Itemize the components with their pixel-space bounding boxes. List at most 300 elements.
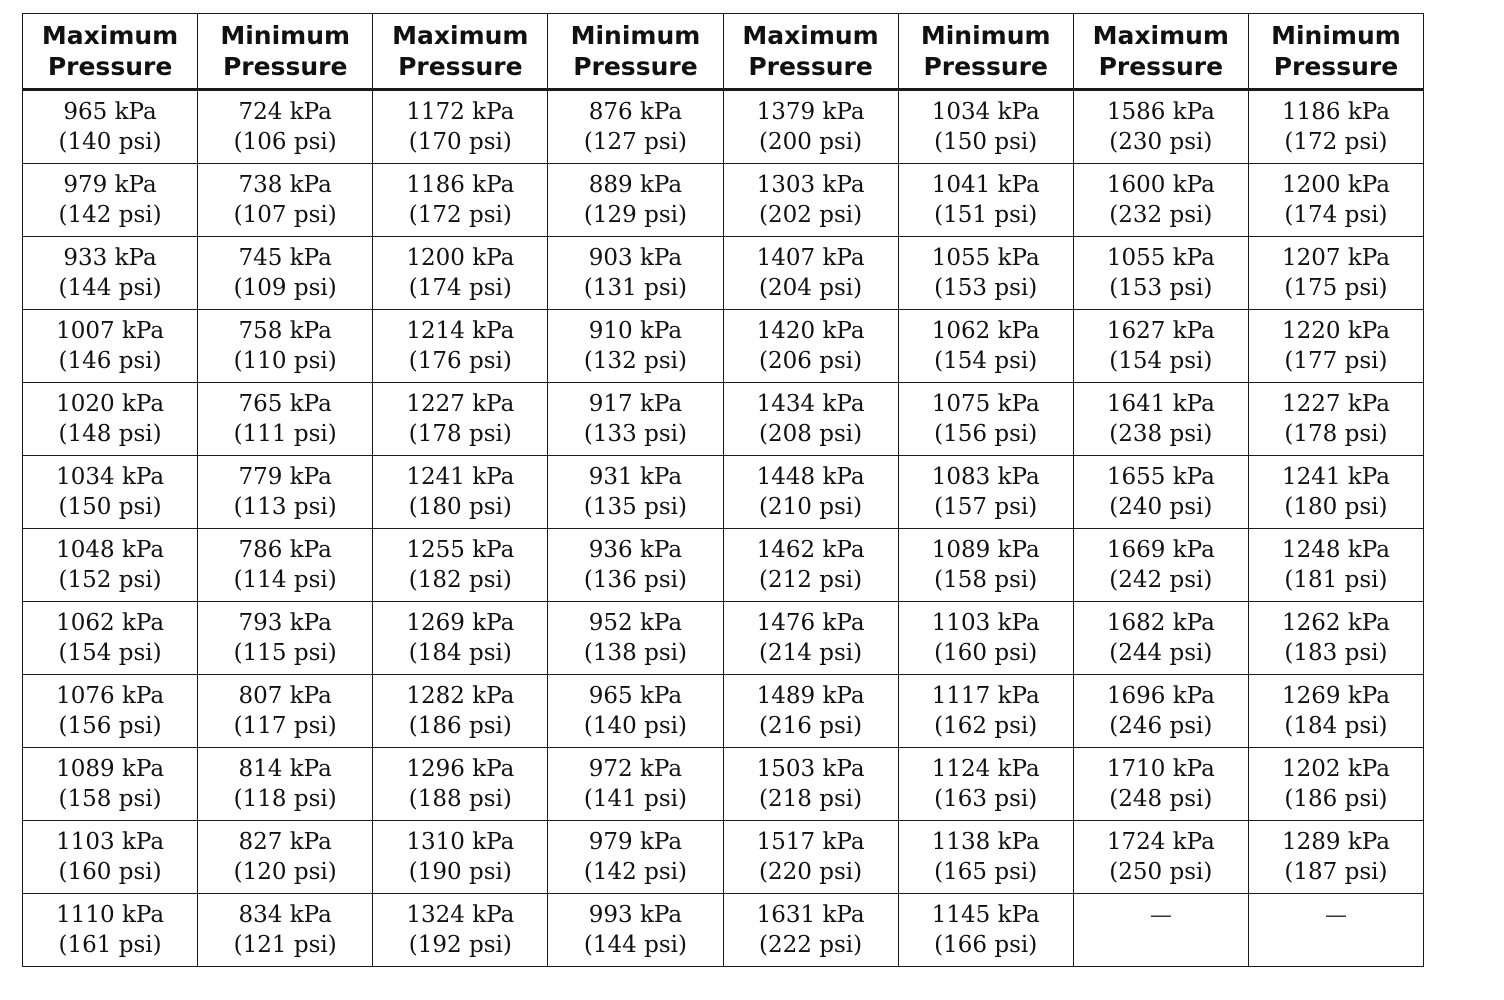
table-row bbox=[23, 90, 1424, 164]
pressure-kpa: 965 kPa bbox=[63, 99, 157, 125]
pressure-kpa: 765 kPa bbox=[238, 391, 332, 417]
pressure-kpa: 889 kPa bbox=[588, 172, 683, 198]
table-cell bbox=[23, 90, 198, 164]
pressure-psi: (154 psi) bbox=[934, 348, 1038, 374]
column-header bbox=[1248, 14, 1423, 90]
table-cell bbox=[898, 310, 1073, 383]
table-cell bbox=[723, 675, 898, 748]
table-cell bbox=[723, 310, 898, 383]
pressure-psi: (144 psi) bbox=[58, 275, 162, 301]
table-cell bbox=[898, 164, 1073, 237]
table-cell bbox=[373, 821, 548, 894]
table-cell bbox=[198, 748, 373, 821]
pressure-psi: (246 psi) bbox=[1109, 713, 1213, 739]
column-header bbox=[373, 14, 548, 90]
table-cell bbox=[723, 456, 898, 529]
pressure-kpa: 758 kPa bbox=[238, 318, 332, 344]
pressure-kpa: 1586 kPa bbox=[1106, 99, 1215, 125]
table-cell bbox=[1248, 383, 1423, 456]
pressure-kpa: 786 kPa bbox=[238, 537, 332, 563]
pressure-kpa: 1145 kPa bbox=[931, 902, 1040, 928]
pressure-kpa: 1269 kPa bbox=[1281, 683, 1390, 709]
pressure-psi: (158 psi) bbox=[58, 786, 162, 812]
pressure-psi: (142 psi) bbox=[583, 859, 687, 885]
table-cell bbox=[198, 310, 373, 383]
table-cell bbox=[1248, 90, 1423, 164]
column-header-type: Minimum bbox=[220, 21, 351, 50]
table-cell bbox=[1073, 90, 1248, 164]
column-header-type: Minimum bbox=[1271, 21, 1401, 50]
table-cell bbox=[1073, 675, 1248, 748]
table-cell bbox=[373, 602, 548, 675]
pressure-kpa: 1407 kPa bbox=[756, 245, 865, 271]
pressure-kpa: 1089 kPa bbox=[931, 537, 1040, 563]
pressure-psi: (154 psi) bbox=[1109, 348, 1213, 374]
table-cell bbox=[548, 383, 723, 456]
pressure-psi: (127 psi) bbox=[583, 129, 687, 155]
pressure-psi: (174 psi) bbox=[1284, 202, 1388, 228]
table-cell bbox=[1248, 602, 1423, 675]
pressure-psi: (190 psi) bbox=[408, 859, 512, 885]
table-cell bbox=[723, 383, 898, 456]
pressure-psi: (177 psi) bbox=[1284, 348, 1388, 374]
pressure-kpa: 1220 kPa bbox=[1281, 318, 1390, 344]
pressure-kpa: 814 kPa bbox=[238, 756, 332, 782]
table-cell bbox=[373, 383, 548, 456]
pressure-psi: (174 psi) bbox=[408, 275, 512, 301]
pressure-sheet bbox=[22, 13, 1424, 967]
pressure-kpa: 1083 kPa bbox=[931, 464, 1040, 490]
table-cell bbox=[23, 237, 198, 310]
table-cell bbox=[1248, 529, 1423, 602]
pressure-kpa: 952 kPa bbox=[588, 610, 683, 636]
pressure-psi: (216 psi) bbox=[759, 713, 863, 739]
pressure-psi: (172 psi) bbox=[408, 202, 512, 228]
pressure-psi: (178 psi) bbox=[408, 421, 512, 447]
pressure-psi: (160 psi) bbox=[934, 640, 1038, 666]
table-cell bbox=[198, 90, 373, 164]
table-row bbox=[23, 894, 1424, 967]
column-header-type: Maximum bbox=[41, 21, 179, 50]
column-header-label: Pressure bbox=[398, 52, 523, 81]
column-header-label: Pressure bbox=[1273, 52, 1399, 81]
table-cell bbox=[548, 164, 723, 237]
pressure-psi: (178 psi) bbox=[1284, 421, 1388, 447]
pressure-kpa: 917 kPa bbox=[588, 391, 683, 417]
column-header-label: Pressure bbox=[1098, 52, 1224, 81]
pressure-psi: (165 psi) bbox=[934, 859, 1038, 885]
table-cell bbox=[898, 602, 1073, 675]
pressure-psi: (214 psi) bbox=[759, 640, 863, 666]
pressure-kpa: 1138 kPa bbox=[931, 829, 1040, 855]
pressure-psi: (135 psi) bbox=[583, 494, 687, 520]
pressure-kpa: 1489 kPa bbox=[756, 683, 865, 709]
column-header-type: Maximum bbox=[1092, 21, 1229, 50]
pressure-psi: (146 psi) bbox=[58, 348, 162, 374]
pressure-psi: (157 psi) bbox=[934, 494, 1038, 520]
column-header-type: Minimum bbox=[570, 21, 701, 50]
table-cell bbox=[23, 602, 198, 675]
pressure-kpa: 1110 kPa bbox=[56, 902, 165, 928]
pressure-psi: (148 psi) bbox=[58, 421, 162, 447]
pressure-kpa: 1055 kPa bbox=[931, 245, 1040, 271]
empty-cell-dash: — bbox=[1149, 903, 1172, 928]
table-row bbox=[23, 456, 1424, 529]
pressure-kpa: 1076 kPa bbox=[56, 683, 165, 709]
pressure-psi: (208 psi) bbox=[759, 421, 863, 447]
table-cell bbox=[723, 894, 898, 967]
table-row bbox=[23, 675, 1424, 748]
pressure-kpa: 1631 kPa bbox=[756, 902, 865, 928]
pressure-kpa: 827 kPa bbox=[238, 829, 332, 855]
pressure-kpa: 1420 kPa bbox=[756, 318, 865, 344]
pressure-kpa: 1075 kPa bbox=[931, 391, 1040, 417]
pressure-psi: (218 psi) bbox=[759, 786, 863, 812]
pressure-kpa: 1324 kPa bbox=[406, 902, 515, 928]
pressure-psi: (141 psi) bbox=[583, 786, 687, 812]
column-header-label: Pressure bbox=[222, 52, 348, 81]
pressure-psi: (121 psi) bbox=[233, 932, 337, 958]
pressure-psi: (136 psi) bbox=[583, 567, 687, 593]
pressure-psi: (183 psi) bbox=[1284, 640, 1388, 666]
table-cell bbox=[1073, 748, 1248, 821]
pressure-psi: (120 psi) bbox=[233, 859, 337, 885]
pressure-kpa: 1255 kPa bbox=[406, 537, 515, 563]
table-cell bbox=[23, 748, 198, 821]
pressure-psi: (150 psi) bbox=[58, 494, 162, 520]
table-cell bbox=[1073, 456, 1248, 529]
column-header bbox=[723, 14, 898, 90]
pressure-psi: (210 psi) bbox=[759, 494, 863, 520]
pressure-psi: (106 psi) bbox=[233, 129, 337, 155]
table-cell bbox=[548, 90, 723, 164]
table-cell bbox=[373, 456, 548, 529]
pressure-psi: (129 psi) bbox=[583, 202, 687, 228]
table-cell bbox=[548, 529, 723, 602]
pressure-kpa: 910 kPa bbox=[588, 318, 683, 344]
table-cell bbox=[898, 748, 1073, 821]
column-header bbox=[23, 14, 198, 90]
table-cell bbox=[23, 456, 198, 529]
table-row bbox=[23, 821, 1424, 894]
table-cell bbox=[198, 602, 373, 675]
pressure-kpa: 1296 kPa bbox=[406, 756, 515, 782]
pressure-kpa: 1034 kPa bbox=[56, 464, 165, 490]
pressure-kpa: 1600 kPa bbox=[1106, 172, 1215, 198]
pressure-kpa: 779 kPa bbox=[238, 464, 332, 490]
pressure-kpa: 1248 kPa bbox=[1281, 537, 1390, 563]
column-header-type: Minimum bbox=[920, 21, 1051, 50]
table-cell bbox=[198, 894, 373, 967]
pressure-kpa: 1048 kPa bbox=[56, 537, 165, 563]
table-cell bbox=[898, 383, 1073, 456]
pressure-psi: (182 psi) bbox=[408, 567, 512, 593]
pressure-psi: (206 psi) bbox=[759, 348, 863, 374]
table-cell bbox=[898, 675, 1073, 748]
column-header bbox=[198, 14, 373, 90]
pressure-kpa: 1476 kPa bbox=[756, 610, 865, 636]
pressure-psi: (117 psi) bbox=[233, 713, 337, 739]
pressure-psi: (140 psi) bbox=[58, 129, 162, 155]
pressure-kpa: 965 kPa bbox=[588, 683, 683, 709]
column-header bbox=[548, 14, 723, 90]
pressure-kpa: 1227 kPa bbox=[406, 391, 515, 417]
table-cell bbox=[1073, 894, 1248, 967]
table-cell bbox=[198, 529, 373, 602]
pressure-kpa: 933 kPa bbox=[63, 245, 157, 271]
pressure-psi: (172 psi) bbox=[1284, 129, 1388, 155]
pressure-kpa: 1007 kPa bbox=[56, 318, 165, 344]
pressure-psi: (212 psi) bbox=[759, 567, 863, 593]
table-cell bbox=[23, 894, 198, 967]
pressure-kpa: 1448 kPa bbox=[756, 464, 865, 490]
pressure-psi: (151 psi) bbox=[934, 202, 1038, 228]
table-cell bbox=[373, 90, 548, 164]
pressure-psi: (222 psi) bbox=[759, 932, 863, 958]
table-cell bbox=[548, 821, 723, 894]
pressure-kpa: 1310 kPa bbox=[406, 829, 515, 855]
table-cell bbox=[1248, 894, 1423, 967]
column-header-type: Maximum bbox=[742, 21, 879, 50]
pressure-psi: (153 psi) bbox=[934, 275, 1038, 301]
table-cell bbox=[898, 821, 1073, 894]
pressure-kpa: 745 kPa bbox=[238, 245, 332, 271]
pressure-psi: (110 psi) bbox=[233, 348, 337, 374]
pressure-psi: (181 psi) bbox=[1284, 567, 1388, 593]
pressure-psi: (142 psi) bbox=[58, 202, 162, 228]
table-row bbox=[23, 310, 1424, 383]
pressure-kpa: 1117 kPa bbox=[931, 683, 1040, 709]
pressure-psi: (163 psi) bbox=[934, 786, 1038, 812]
pressure-kpa: 1434 kPa bbox=[756, 391, 865, 417]
pressure-kpa: 1172 kPa bbox=[406, 99, 515, 125]
table-cell bbox=[1248, 456, 1423, 529]
pressure-kpa: 1041 kPa bbox=[931, 172, 1040, 198]
pressure-kpa: 1303 kPa bbox=[756, 172, 865, 198]
table-cell bbox=[723, 602, 898, 675]
column-header-label: Pressure bbox=[748, 52, 873, 81]
table-cell bbox=[548, 456, 723, 529]
pressure-kpa: 1214 kPa bbox=[406, 318, 515, 344]
pressure-kpa: 1020 kPa bbox=[56, 391, 165, 417]
pressure-kpa: 936 kPa bbox=[588, 537, 683, 563]
pressure-kpa: 1517 kPa bbox=[756, 829, 865, 855]
pressure-psi: (153 psi) bbox=[1109, 275, 1213, 301]
pressure-psi: (220 psi) bbox=[759, 859, 863, 885]
pressure-kpa: 1055 kPa bbox=[1106, 245, 1215, 271]
pressure-kpa: 738 kPa bbox=[238, 172, 332, 198]
pressure-psi: (230 psi) bbox=[1109, 129, 1213, 155]
pressure-psi: (109 psi) bbox=[233, 275, 337, 301]
pressure-kpa: 1269 kPa bbox=[406, 610, 515, 636]
pressure-kpa: 1200 kPa bbox=[1281, 172, 1390, 198]
pressure-kpa: 793 kPa bbox=[238, 610, 332, 636]
pressure-kpa: 1241 kPa bbox=[406, 464, 515, 490]
pressure-psi: (138 psi) bbox=[583, 640, 687, 666]
pressure-kpa: 834 kPa bbox=[238, 902, 332, 928]
pressure-psi: (186 psi) bbox=[1284, 786, 1388, 812]
pressure-kpa: 1289 kPa bbox=[1281, 829, 1390, 855]
table-row bbox=[23, 164, 1424, 237]
table-cell bbox=[373, 894, 548, 967]
pressure-kpa: 724 kPa bbox=[238, 99, 332, 125]
table-cell bbox=[1073, 237, 1248, 310]
pressure-psi: (154 psi) bbox=[58, 640, 162, 666]
pressure-psi: (192 psi) bbox=[408, 932, 512, 958]
pressure-psi: (156 psi) bbox=[58, 713, 162, 739]
table-cell bbox=[898, 90, 1073, 164]
pressure-kpa: 1655 kPa bbox=[1106, 464, 1215, 490]
pressure-kpa: 1202 kPa bbox=[1281, 756, 1390, 782]
table-row bbox=[23, 383, 1424, 456]
pressure-kpa: 1207 kPa bbox=[1281, 245, 1390, 271]
pressure-kpa: 1462 kPa bbox=[756, 537, 865, 563]
pressure-kpa: 1282 kPa bbox=[406, 683, 515, 709]
pressure-psi: (200 psi) bbox=[759, 129, 863, 155]
table-cell bbox=[23, 164, 198, 237]
table-cell bbox=[1073, 529, 1248, 602]
pressure-kpa: 1089 kPa bbox=[56, 756, 165, 782]
table-cell bbox=[1073, 602, 1248, 675]
table-cell bbox=[898, 529, 1073, 602]
column-header-label: Pressure bbox=[923, 52, 1048, 81]
table-cell bbox=[1073, 821, 1248, 894]
column-header bbox=[1073, 14, 1248, 90]
table-cell bbox=[23, 310, 198, 383]
table-row bbox=[23, 237, 1424, 310]
table-cell bbox=[198, 383, 373, 456]
pressure-psi: (184 psi) bbox=[1284, 713, 1388, 739]
table-cell bbox=[723, 748, 898, 821]
table-row bbox=[23, 529, 1424, 602]
table-row bbox=[23, 602, 1424, 675]
table-cell bbox=[373, 164, 548, 237]
pressure-kpa: 979 kPa bbox=[588, 829, 683, 855]
pressure-psi: (180 psi) bbox=[1284, 494, 1388, 520]
pressure-psi: (187 psi) bbox=[1284, 859, 1388, 885]
pressure-psi: (150 psi) bbox=[934, 129, 1038, 155]
table-cell bbox=[1248, 748, 1423, 821]
pressure-kpa: 1627 kPa bbox=[1106, 318, 1215, 344]
pressure-psi: (118 psi) bbox=[233, 786, 337, 812]
pressure-kpa: 1200 kPa bbox=[406, 245, 515, 271]
pressure-psi: (250 psi) bbox=[1109, 859, 1213, 885]
pressure-psi: (202 psi) bbox=[759, 202, 863, 228]
pressure-psi: (242 psi) bbox=[1109, 567, 1213, 593]
table-cell bbox=[373, 237, 548, 310]
pressure-psi: (244 psi) bbox=[1109, 640, 1213, 666]
pressure-kpa: 1062 kPa bbox=[931, 318, 1040, 344]
column-header-label: Pressure bbox=[47, 52, 173, 81]
pressure-psi: (204 psi) bbox=[759, 275, 863, 301]
pressure-psi: (114 psi) bbox=[233, 567, 337, 593]
pressure-kpa: 1641 kPa bbox=[1106, 391, 1215, 417]
table-cell bbox=[898, 456, 1073, 529]
table-cell bbox=[373, 675, 548, 748]
table-cell bbox=[1073, 310, 1248, 383]
table-cell bbox=[1248, 821, 1423, 894]
table-cell bbox=[723, 90, 898, 164]
pressure-psi: (160 psi) bbox=[58, 859, 162, 885]
pressure-kpa: 1682 kPa bbox=[1106, 610, 1215, 636]
header-row bbox=[23, 14, 1424, 90]
pressure-psi: (115 psi) bbox=[233, 640, 337, 666]
pressure-psi: (158 psi) bbox=[934, 567, 1038, 593]
table-cell bbox=[23, 529, 198, 602]
column-header-type: Maximum bbox=[392, 21, 529, 50]
table-cell bbox=[723, 237, 898, 310]
pressure-psi: (232 psi) bbox=[1109, 202, 1213, 228]
pressure-kpa: 876 kPa bbox=[588, 99, 683, 125]
pressure-psi: (140 psi) bbox=[583, 713, 687, 739]
table-cell bbox=[1248, 237, 1423, 310]
pressure-psi: (186 psi) bbox=[408, 713, 512, 739]
table-cell bbox=[198, 456, 373, 529]
table-cell bbox=[723, 164, 898, 237]
table-cell bbox=[198, 675, 373, 748]
pressure-psi: (131 psi) bbox=[583, 275, 687, 301]
pressure-kpa: 993 kPa bbox=[588, 902, 683, 928]
table-cell bbox=[898, 237, 1073, 310]
pressure-psi: (166 psi) bbox=[934, 932, 1038, 958]
table-cell bbox=[373, 529, 548, 602]
pressure-psi: (133 psi) bbox=[583, 421, 687, 447]
table-cell bbox=[373, 748, 548, 821]
pressure-kpa: 979 kPa bbox=[63, 172, 157, 198]
table-cell bbox=[23, 675, 198, 748]
pressure-psi: (176 psi) bbox=[408, 348, 512, 374]
pressure-psi: (156 psi) bbox=[934, 421, 1038, 447]
pressure-kpa: 1227 kPa bbox=[1281, 391, 1390, 417]
pressure-psi: (188 psi) bbox=[408, 786, 512, 812]
pressure-kpa: 1710 kPa bbox=[1106, 756, 1215, 782]
table-cell bbox=[723, 821, 898, 894]
table-cell bbox=[898, 894, 1073, 967]
pressure-psi: (240 psi) bbox=[1109, 494, 1213, 520]
pressure-kpa: 1262 kPa bbox=[1281, 610, 1390, 636]
pressure-psi: (132 psi) bbox=[583, 348, 687, 374]
table-cell bbox=[1248, 310, 1423, 383]
table-cell bbox=[1073, 383, 1248, 456]
pressure-psi: (111 psi) bbox=[233, 421, 337, 447]
pressure-psi: (248 psi) bbox=[1109, 786, 1213, 812]
pressure-kpa: 1379 kPa bbox=[756, 99, 865, 125]
pressure-psi: (162 psi) bbox=[934, 713, 1038, 739]
pressure-kpa: 903 kPa bbox=[588, 245, 683, 271]
table-cell bbox=[373, 310, 548, 383]
pressure-kpa: 1696 kPa bbox=[1106, 683, 1215, 709]
pressure-kpa: 1724 kPa bbox=[1106, 829, 1215, 855]
pressure-kpa: 931 kPa bbox=[588, 464, 683, 490]
table-cell bbox=[198, 821, 373, 894]
table-cell bbox=[1248, 675, 1423, 748]
pressure-psi: (184 psi) bbox=[408, 640, 512, 666]
pressure-psi: (170 psi) bbox=[408, 129, 512, 155]
column-header-label: Pressure bbox=[573, 52, 698, 81]
pressure-psi: (144 psi) bbox=[583, 932, 687, 958]
pressure-kpa: 1241 kPa bbox=[1281, 464, 1390, 490]
table-cell bbox=[548, 675, 723, 748]
pressure-psi: (175 psi) bbox=[1284, 275, 1388, 301]
table-cell bbox=[548, 894, 723, 967]
pressure-kpa: 807 kPa bbox=[238, 683, 332, 709]
pressure-kpa: 1062 kPa bbox=[56, 610, 165, 636]
pressure-kpa: 1034 kPa bbox=[931, 99, 1040, 125]
table-cell bbox=[23, 383, 198, 456]
pressure-kpa: 1503 kPa bbox=[756, 756, 865, 782]
table-cell bbox=[723, 529, 898, 602]
pressure-kpa: 1186 kPa bbox=[1281, 99, 1390, 125]
